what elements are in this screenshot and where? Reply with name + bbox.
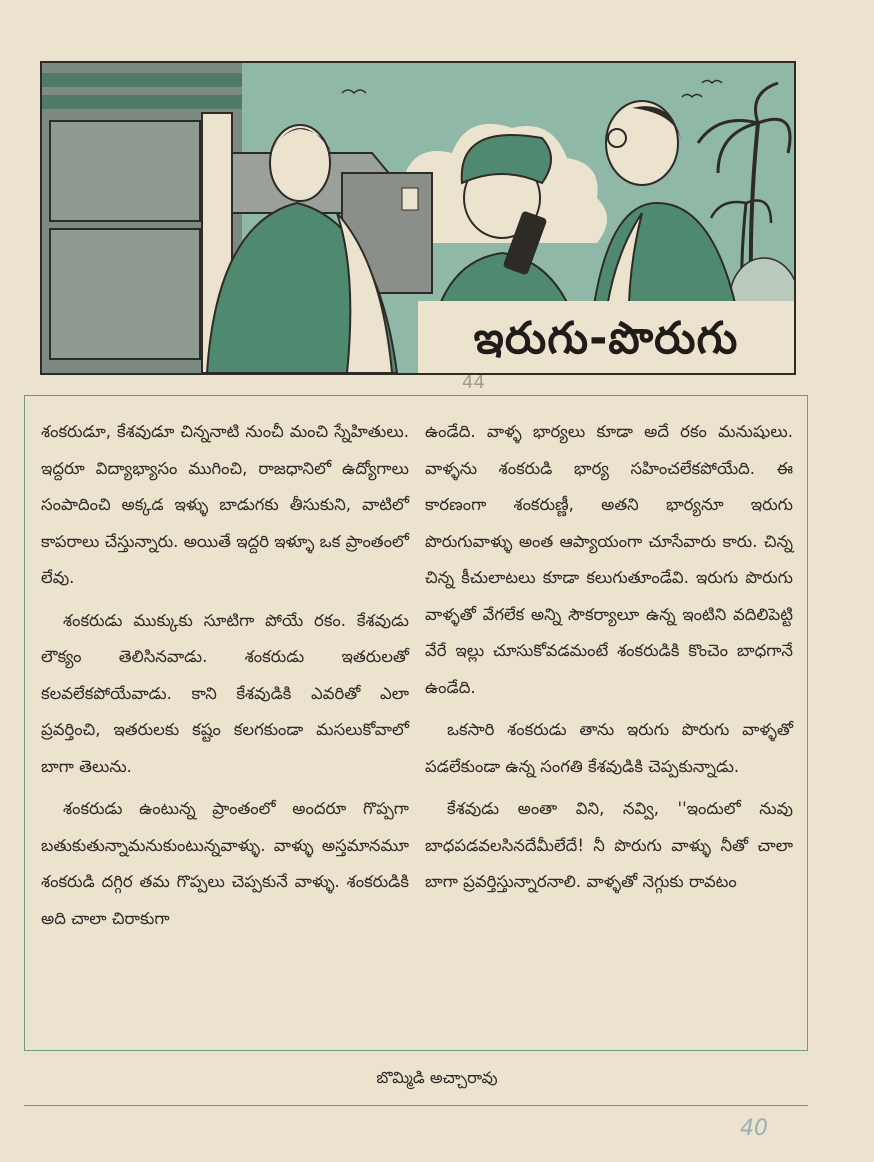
story-column-left — [41, 414, 409, 943]
story-title: ఇరుగు-పొరుగు — [473, 313, 739, 364]
page-number: 40 — [740, 1116, 768, 1141]
paragraph: శంకరుడూ, కేశవుడూ చిన్ననాటి నుంచీ మంచి స్నేహితులు. ఇద్దరూ విద్యాభ్యాసం ముగించి, రాజధానిలో ఉద్యోగాలు సంపాదించి అక్కడ ఇళ్ళు బాడుగకు తీసుకుని, వాటిలో కాపరాలు చేస్తున్నారు. అయితే ఇద్దరి ఇళ్ళూ ఒక ప్రాంతంలో లేవు. — [41, 422, 409, 587]
divider — [24, 1105, 808, 1106]
paragraph: శంకరుడు ముక్కుకు సూటిగా పోయే రకం. కేశవుడు లౌక్యం తెలిసినవాడు. శంకరుడు ఇతరులతో కలవలేకపోయేవాడు. కాని కేశవుడికి ఎవరితో ఎలా ప్రవర్తించి, ఇతరులకు కష్టం కలగకుండా మసలుకోవాలో బాగా తెలును. — [41, 610, 409, 776]
story-text-box — [24, 395, 808, 1051]
author-name: బొమ్మిడి అచ్చారావు — [376, 1068, 498, 1087]
paragraph: ఒకసారి శంకరుడు తాను ఇరుగు పొరుగు వాళ్ళతో పడలేకుండా ఉన్న సంగతి కేశవుడికి చెప్పకున్నాడు. — [425, 720, 793, 776]
paragraph: ఉండేది. వాళ్ళ భార్యలు కూడా అదే రకం మనుషులు. వాళ్ళను శంకరుడి భార్య సహించలేకపోయేది. ఈ కారణంగా శంకరుణ్ణీ, అతని భార్యనూ ఇరుగు పొరుగువాళ్ళు అంత ఆప్యాయంగా చూసేవారు కారు. చిన్న చిన్న కీచులాటలు కూడా కలుగుతూండేవి. ఇరుగు పొరుగు వాళ్ళతో వేగలేక అన్ని సౌకర్యాలూ ఉన్న ఇంటిని వదిలిపెట్టి వేరే ఇల్లు చూసుకోవడమంటే శంకరుడికి కొంచెం బాధగానే ఉండేది. — [425, 422, 793, 697]
paragraph: శంకరుడు ఉంటున్న ప్రాంతంలో అందరూ గొప్పగా బతుకుతున్నామనుకుంటున్నవాళ్ళు. వాళ్ళు అస్తమానమూ శంకరుడి దగ్గిర తమ గొప్పలు చెప్పకునే వాళ్ళు. శంకరుడికి అది చాలా చిరాకుగా — [41, 799, 409, 928]
story-column-right — [425, 414, 793, 907]
pencil-mark: 44 — [462, 372, 485, 393]
paragraph: కేశవుడు అంతా విని, నవ్వి, ''ఇందులో నువు బాధపడవలసినదేమీలేదే! నీ పొరుగు వాళ్ళు నీతో చాలా బాగా ప్రవర్తిస్తున్నారనాలి. వాళ్ళతో నెగ్గుకు రావటం — [425, 799, 793, 891]
